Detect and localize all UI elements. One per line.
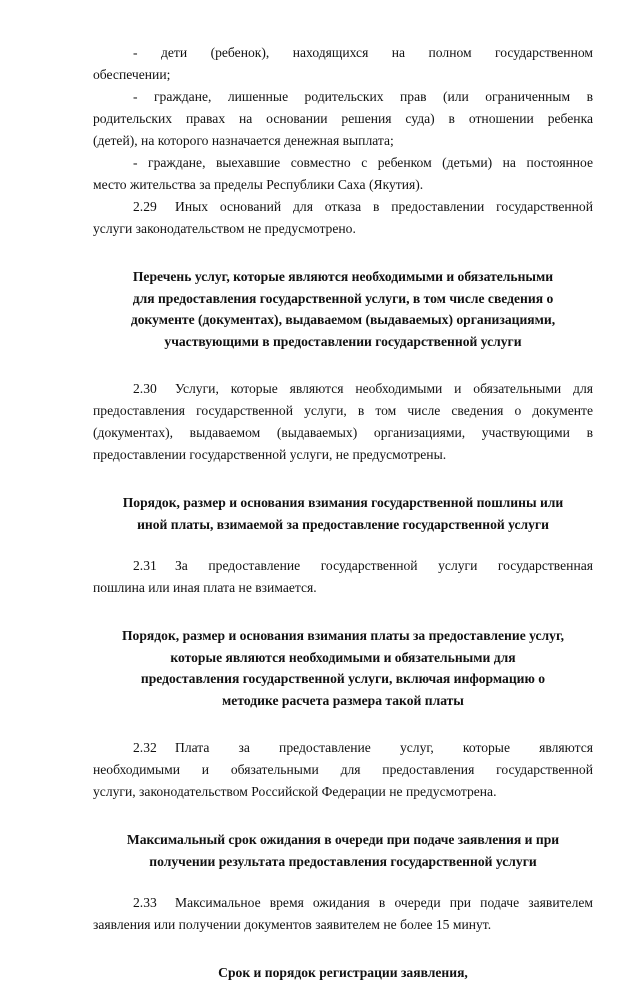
list-item	[93, 152, 593, 196]
list-item-line: (детей), на которого назначается денежная выплата;	[93, 133, 394, 148]
heading-line: получении результата предоставления государственной услуги	[149, 853, 537, 869]
list-item	[93, 86, 593, 152]
section-heading-state-fee	[93, 492, 593, 535]
list-item-line: - граждане, лишенные родительских прав (или ограниченным в	[133, 89, 593, 104]
paragraph-number: 2.31	[133, 558, 157, 573]
paragraph-line: предоставления государственной услуги, в том числе сведения о документе	[93, 403, 593, 418]
heading-line: которые являются необходимыми и обязательными для	[170, 649, 516, 665]
heading-line: документе (документах), выдаваемом (выдаваемых) организациями,	[130, 312, 556, 327]
list-item-line: родительских правах на основании решения суда) в отношении ребенка	[93, 111, 593, 126]
paragraph-2-29	[93, 196, 593, 240]
paragraph-line: Плата за предоставление услуг, которые являются	[175, 740, 593, 755]
list-item-line: - дети (ребенок), находящихся на полном государственном	[133, 45, 593, 60]
paragraph-2-33	[93, 892, 593, 936]
paragraph-2-31	[93, 555, 593, 599]
paragraph-line: Максимальное время ожидания в очереди при подаче заявителем	[175, 895, 593, 910]
paragraph-line: (документах), выдаваемом (выдаваемых) организациями, участвующими в	[93, 425, 593, 440]
paragraph-line: услуги, законодательством Российской Федерации не предусмотрена.	[93, 784, 497, 799]
heading-line: для предоставления государственной услуги, в том числе сведения о	[132, 290, 554, 306]
paragraph-line: пошлина или иная плата не взимается.	[93, 580, 317, 595]
list-item-line: - граждане, выехавшие совместно с ребенком (детьми) на постоянное	[133, 155, 593, 170]
section-heading-service-fee	[93, 625, 593, 711]
paragraph-line: предоставлении государственной услуги, не предусмотрены.	[93, 447, 447, 462]
section-heading-queue-time	[93, 829, 593, 872]
heading-line: Перечень услуг, которые являются необходимыми и обязательными	[132, 269, 554, 284]
heading-line: Порядок, размер и основания взимания государственной пошлины или	[122, 495, 564, 510]
document-page	[93, 42, 593, 984]
paragraph-2-32	[93, 737, 593, 803]
section-heading-registration	[93, 962, 593, 984]
list-item-line: обеспечении;	[93, 67, 171, 82]
heading-line: иной платы, взимаемой за предоставление государственной услуги	[137, 516, 549, 532]
heading-line: Порядок, размер и основания взимания платы за предоставление услуг,	[121, 628, 565, 643]
paragraph-number: 2.30	[133, 381, 157, 396]
list-item	[93, 42, 593, 86]
paragraph-line: заявления или получении документов заявителем не более 15 минут.	[93, 917, 492, 932]
paragraph-line: За предоставление государственной услуги государственная	[175, 558, 593, 573]
paragraph-line: необходимыми и обязательными для предоставления государственной	[93, 762, 593, 777]
paragraph-line: услуги законодательством не предусмотрено.	[93, 221, 356, 236]
paragraph-line: Услуги, которые являются необходимыми и обязательными для	[175, 381, 593, 396]
section-heading-services	[93, 266, 593, 352]
heading-line: методике расчета размера такой платы	[222, 692, 464, 708]
heading-line: Максимальный срок ожидания в очереди при подаче заявления и при	[126, 832, 560, 847]
paragraph-number: 2.29	[133, 199, 157, 214]
paragraph-2-30	[93, 378, 593, 466]
heading-line: предоставления государственной услуги, включая информацию о	[140, 671, 546, 686]
heading-line: Срок и порядок регистрации заявления,	[218, 965, 468, 980]
paragraph-number: 2.32	[133, 740, 157, 755]
list-item-line: место жительства за пределы Республики Саха (Якутия).	[93, 177, 424, 192]
paragraph-line: Иных оснований для отказа в предоставлении государственной	[175, 199, 593, 214]
paragraph-number: 2.33	[133, 895, 157, 910]
heading-line: участвующими в предоставлении государственной услуги	[164, 333, 522, 349]
